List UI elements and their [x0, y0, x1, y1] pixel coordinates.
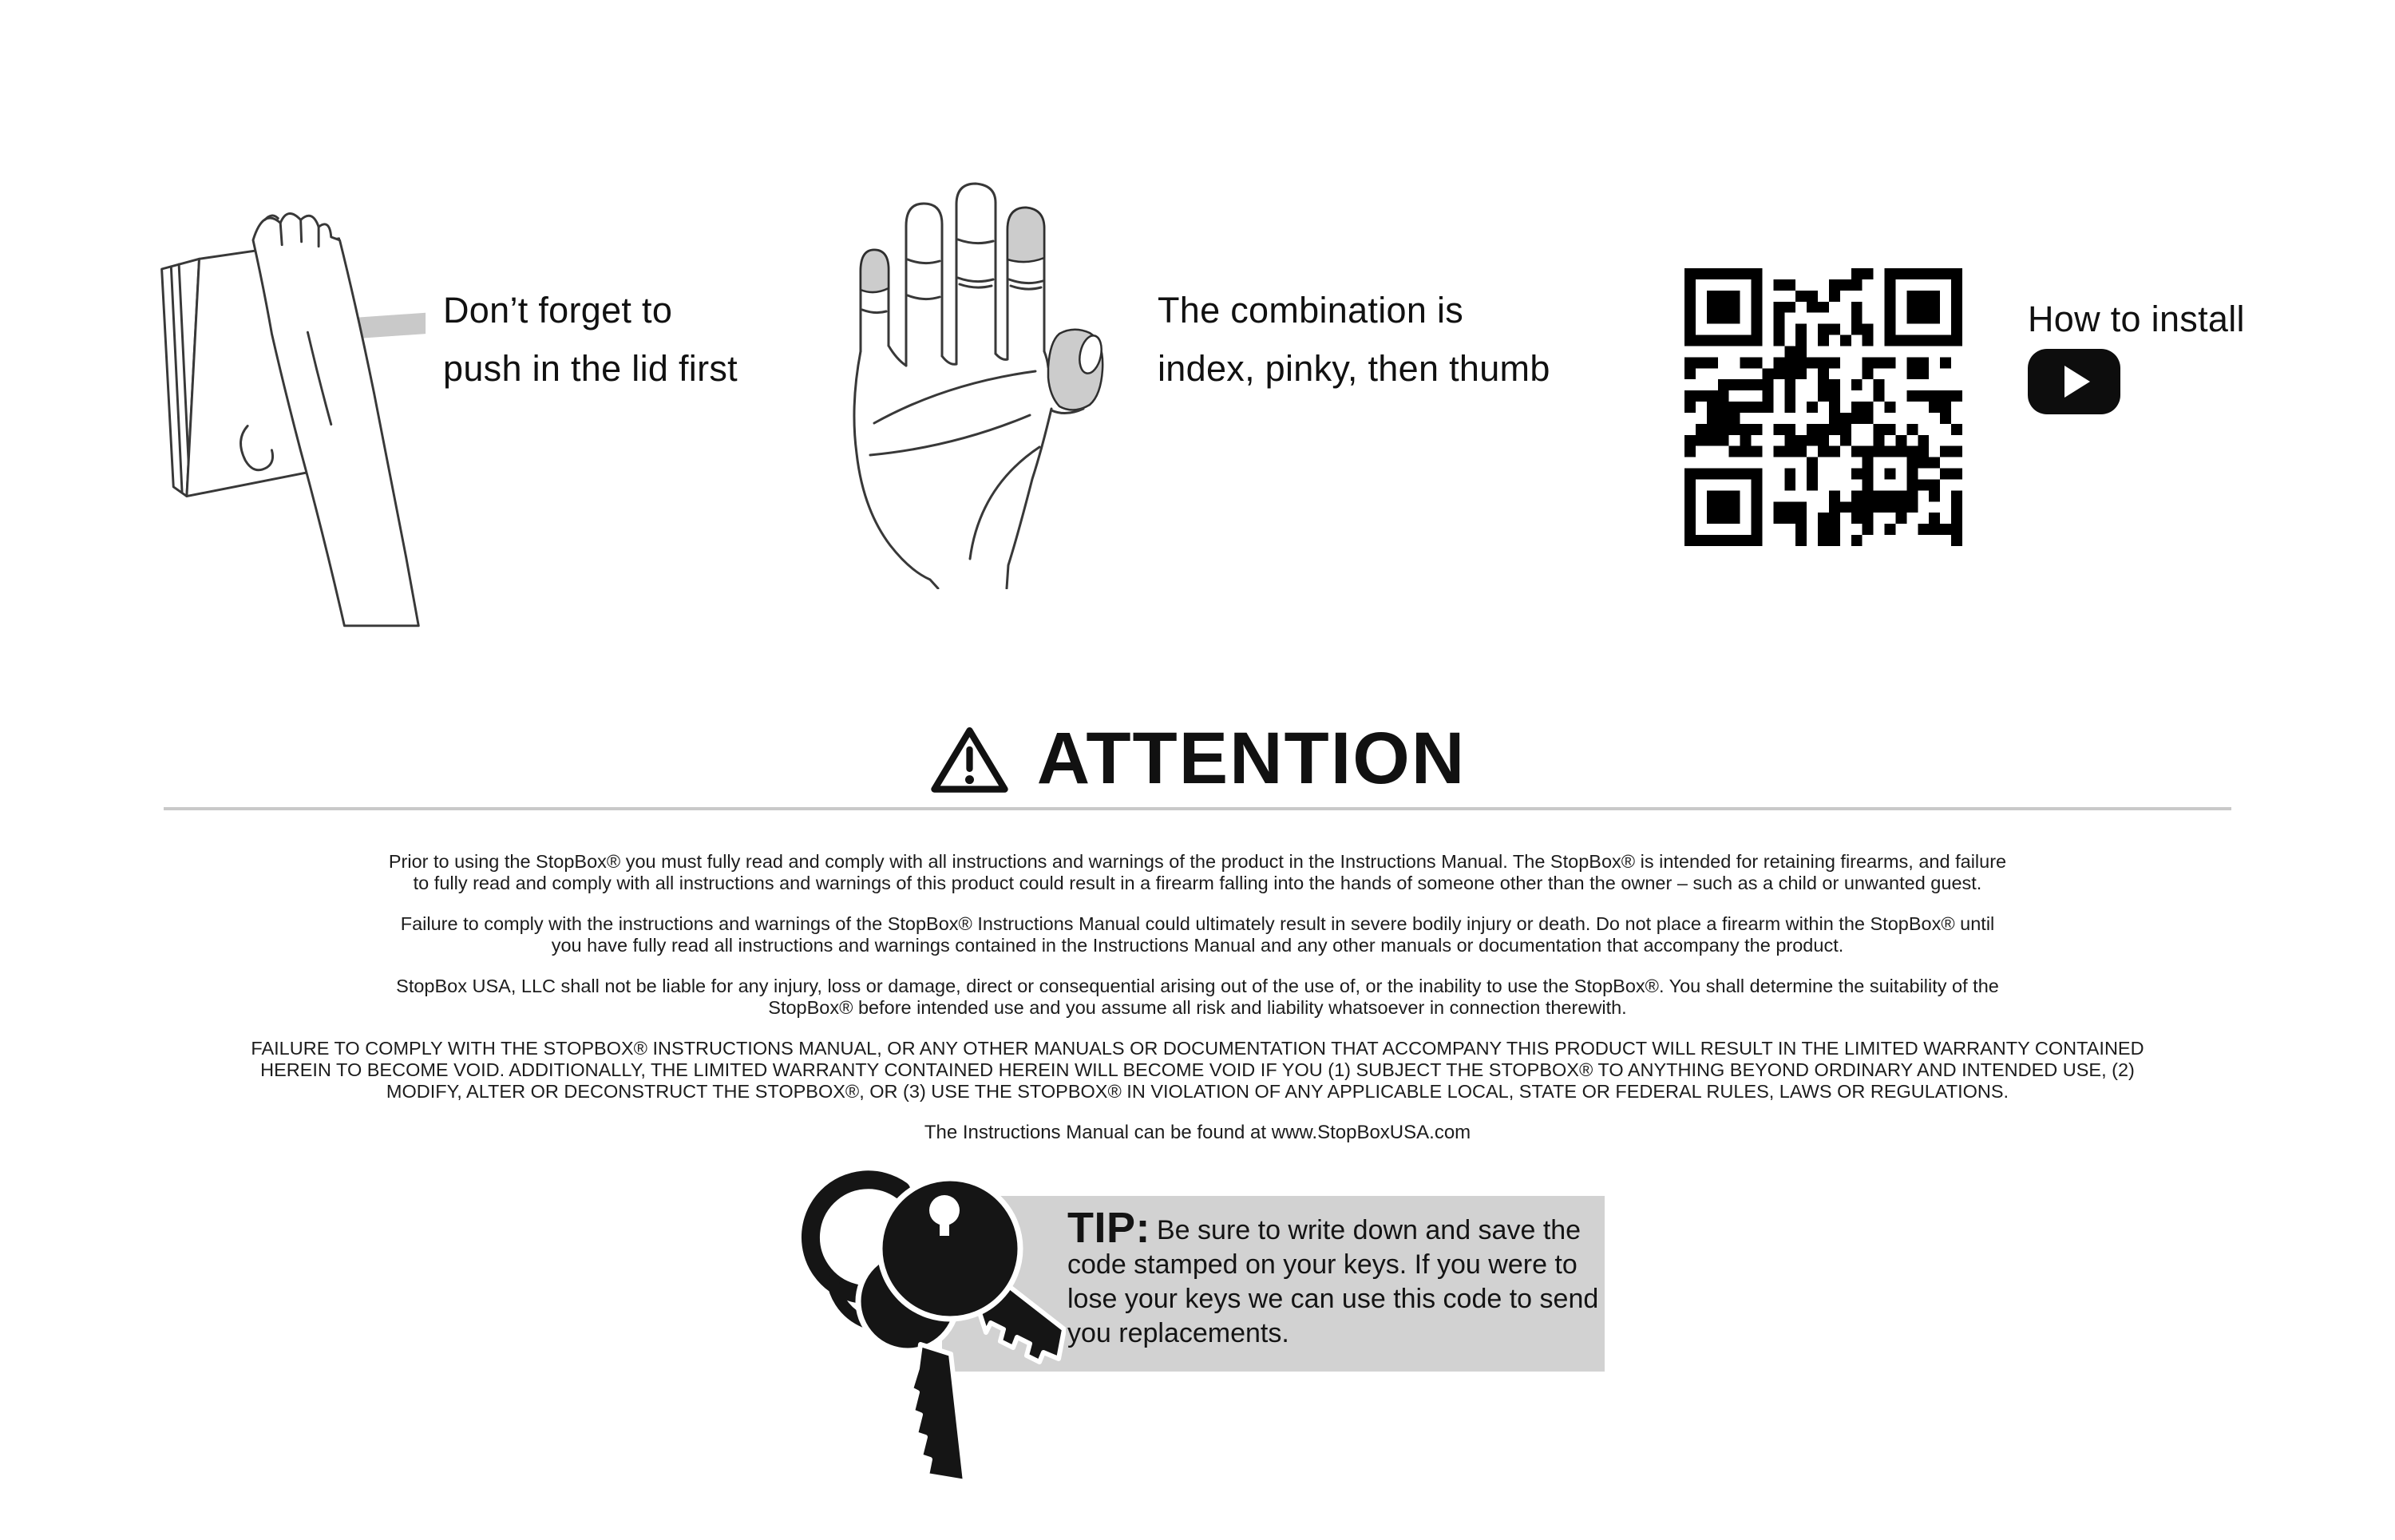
hand-pushing-lid-illustration	[148, 192, 429, 627]
paragraph-3-line-1: StopBox USA, LLC shall not be liable for any injury, loss or damage, direct or consequential arising out of the use of, or the inability to use the StopBox®. You shall determine the suitability of the	[396, 976, 1999, 996]
paragraph-4-line-2: HEREIN TO BECOME VOID. ADDITIONALLY, THE LIMITED WARRANTY CONTAINED HEREIN WILL BECOME VOID IF YOU (1) SUBJECT THE STOPBOX® TO ANYTHING BEYOND ORDINARY AND INTENDED USE, (2)	[260, 1059, 2135, 1080]
paragraph-2-line-1: Failure to comply with the instructions and warnings of the StopBox® Instructions Manual could ultimately result in severe bodily injury or death. Do not place a firearm within the StopBox® until	[400, 913, 1995, 934]
qr-code	[1684, 268, 1962, 546]
divider-line	[164, 807, 2231, 810]
hand-drawing	[850, 182, 1110, 589]
warning-paragraphs	[0, 832, 2395, 1144]
qr-code-pattern	[1684, 268, 1962, 546]
paragraph-3-line-2: StopBox® before intended use and you assume all risk and liability whatsoever in connection therewith.	[768, 997, 1627, 1018]
manual-url-note: The Instructions Manual can be found at www.StopBoxUSA.com	[924, 1122, 1471, 1143]
lid-tip-line-2: push in the lid first	[443, 348, 738, 389]
paragraph-4-line-1: FAILURE TO COMPLY WITH THE STOPBOX® INSTRUCTIONS MANUAL, OR ANY OTHER MANUALS OR DOCUMENTATION THAT ACCOMPANY THIS PRODUCT WILL RESULT IN THE LIMITED WARRANTY CONTAINED	[251, 1038, 2144, 1059]
tip-body: Be sure to write down and save the code stamped on your keys. If you were to lose your keys we can use this code to send you replacements.	[1067, 1215, 1599, 1348]
play-button-icon	[2028, 349, 2120, 414]
attention-heading	[0, 715, 2395, 802]
paragraph-1-line-2: to fully read and comply with all instructions and warnings of this product could result in a firearm falling into the hands of someone other than the owner – such as a child or unwanted guest.	[413, 873, 1982, 893]
how-to-install-label: How to install	[2028, 299, 2245, 339]
lid-tip-line-1: Don’t forget to	[443, 290, 673, 331]
combination-line-1: The combination is	[1158, 290, 1464, 331]
warning-triangle-icon	[929, 722, 1010, 795]
combination-text	[1158, 281, 1550, 398]
paragraph-1-line-1: Prior to using the StopBox® you must fully read and comply with all instructions and warnings of the product in the Instructions Manual. The StopBox® is intended for retaining firearms, and failure	[388, 851, 2007, 872]
attention-title: ATTENTION	[1036, 717, 1467, 799]
hand-combination-illustration	[850, 182, 1110, 589]
play-triangle	[2064, 366, 2090, 398]
keys-icon	[786, 1159, 1066, 1494]
box-lid-drawing	[148, 192, 429, 627]
tip-text	[1067, 1204, 1618, 1351]
lid-tip-text	[443, 281, 738, 398]
combination-line-2: index, pinky, then thumb	[1158, 348, 1550, 389]
paragraph-4-line-3: MODIFY, ALTER OR DECONSTRUCT THE STOPBOX®, OR (3) USE THE STOPBOX® IN VIOLATION OF ANY APPLICABLE LOCAL, STATE OR FEDERAL RULES, LAWS OR REGULATIONS.	[386, 1081, 2009, 1102]
keys-drawing	[786, 1159, 1066, 1494]
paragraph-2-line-2: you have fully read all instructions and warnings contained in the Instructions Manual and any other manuals or documentation that accompany the product.	[551, 935, 1844, 956]
tip-label: TIP:	[1067, 1204, 1150, 1252]
